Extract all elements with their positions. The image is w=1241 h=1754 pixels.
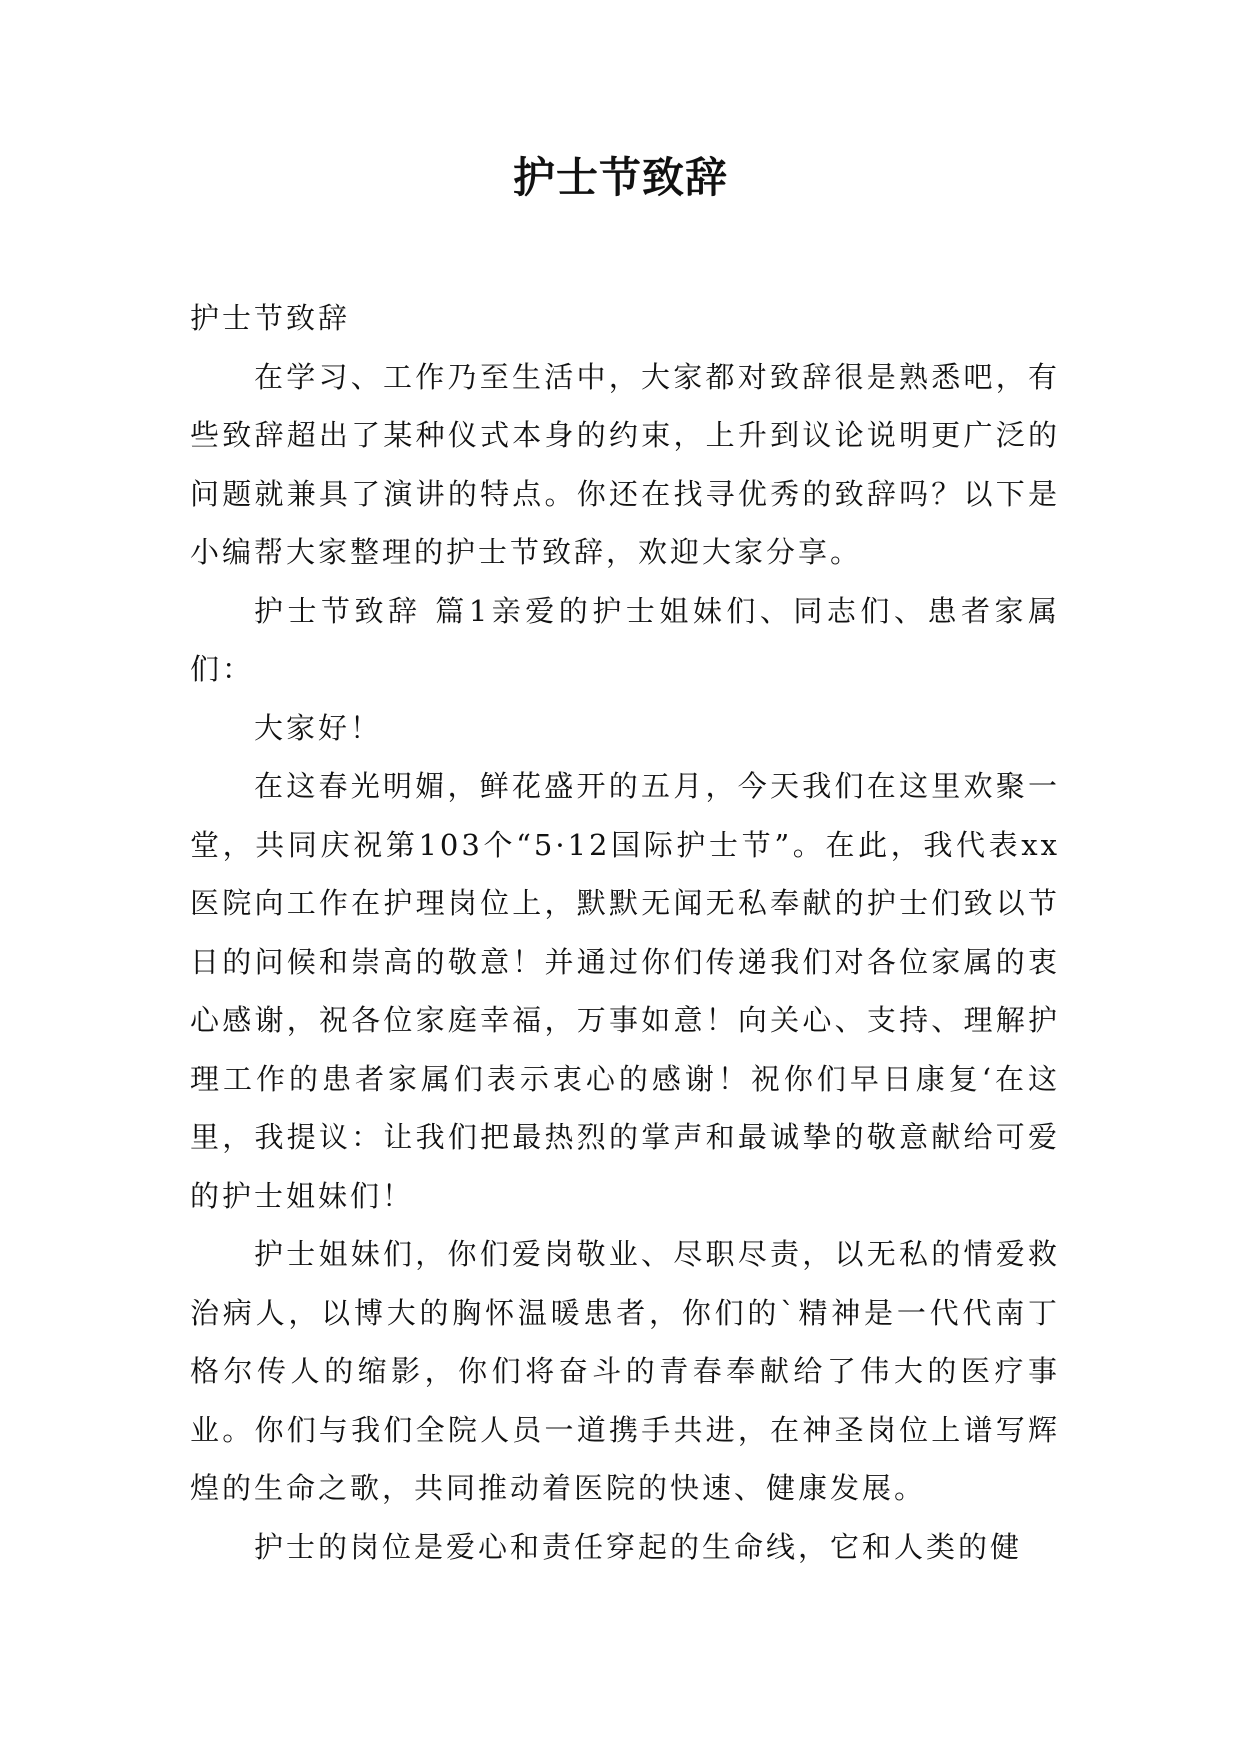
paragraph-greeting: 大家好！	[254, 710, 383, 745]
paragraph-heading: 护士节致辞	[190, 301, 351, 335]
paragraph-intro: 在学习、工作乃至生活中，大家都对致辞很是熟悉吧，有些致辞超出了某种仪式本身的约束，上升到议论说明更广泛的问题就兼具了演讲的特点。你还在找寻优秀的致辞吗？以下是小编帮大家整理的护士节致辞，欢迎大家分享。	[190, 359, 1060, 569]
paragraph-celebration: 在这春光明媚，鲜花盛开的五月，今天我们在这里欢聚一堂，共同庆祝第103个“5·12国际护士节”。在此，我代表xx医院向工作在护理岗位上，默默无闻无私奉献的护士们致以节日的问候和崇高的敬意！并通过你们传递我们对各位家属的衷心感谢，祝各位家庭幸福，万事如意！向关心、支持、理解护理工作的患者家属们表示衷心的感谢！祝你们早日康复‘在这里，我提议：让我们把最热烈的掌声和最诚挚的敬意献给可爱的护士姐妹们！	[190, 769, 1060, 1213]
paragraph-praise: 护士姐妹们，你们爱岗敬业、尽职尽责，以无私的情爱救治病人，以博大的胸怀温暖患者，你们的`精神是一代代南丁格尔传人的缩影，你们将奋斗的青春奉献给了伟大的医疗事业。你们与我们全院人员一道携手共进，在神圣岗位上谱写辉煌的生命之歌，共同推动着医院的快速、健康发展。	[190, 1237, 1060, 1505]
document-body	[190, 289, 1060, 1576]
paragraph-salutation: 护士节致辞 篇1亲爱的护士姐妹们、同志们、患者家属们：	[190, 593, 1060, 686]
document-title: 护士节致辞	[512, 153, 728, 202]
paragraph-lifeline: 护士的岗位是爱心和责任穿起的生命线，它和人类的健	[254, 1529, 1023, 1564]
